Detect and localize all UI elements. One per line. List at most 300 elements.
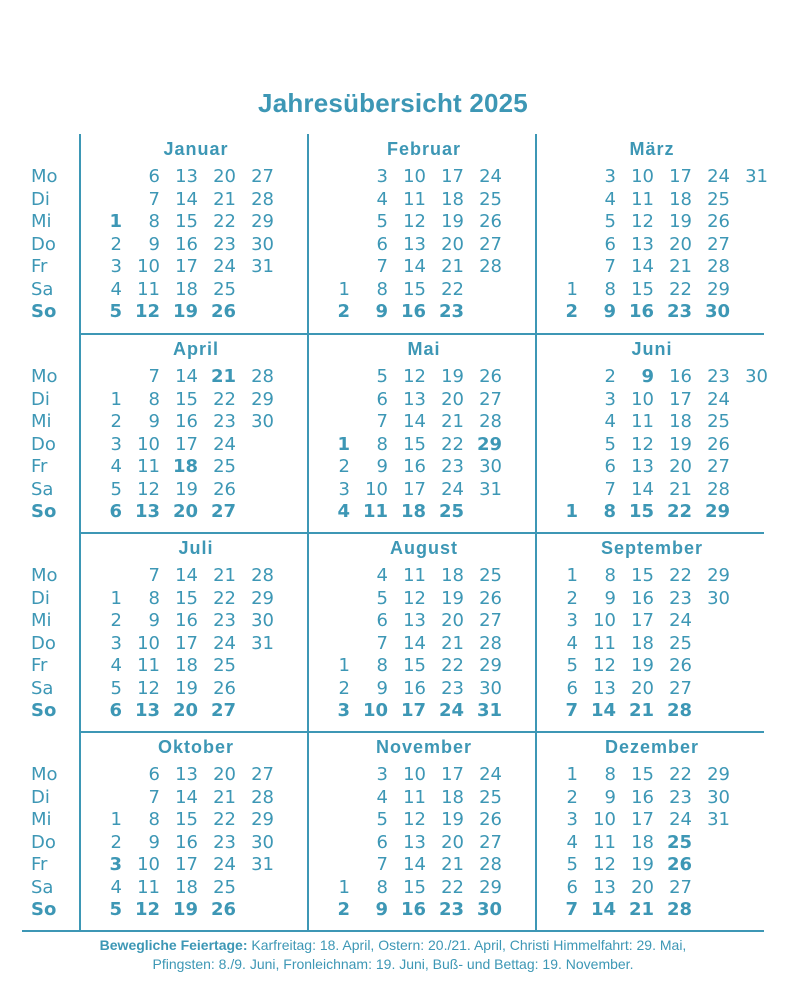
day-cell: 10 <box>403 166 426 187</box>
sunday-day: 16 <box>400 899 426 920</box>
day-cell: 14 <box>403 411 426 432</box>
sunday-day: 5 <box>109 301 122 322</box>
day-cell: 12 <box>137 478 160 500</box>
sunday-day: 19 <box>172 301 198 322</box>
weekday-labels-band-1 <box>31 134 79 334</box>
day-cell: 8 <box>376 278 388 300</box>
sunday-day: 23 <box>666 301 692 322</box>
day-cell: 3 <box>110 433 122 455</box>
day-cell: 11 <box>137 278 160 300</box>
day-cell: 15 <box>175 388 198 410</box>
day-cell: 26 <box>479 211 502 232</box>
weekday-label: Mo <box>31 366 58 387</box>
day-cell: 5 <box>110 677 122 699</box>
day-cell: 16 <box>403 677 426 699</box>
day-cell: 2 <box>110 831 122 853</box>
sunday-day: 26 <box>210 301 236 322</box>
day-cell: 18 <box>631 632 654 654</box>
day-cell: 22 <box>441 433 464 455</box>
day-cell: 11 <box>631 411 654 432</box>
day-cell: 10 <box>403 764 426 785</box>
day-cell: 8 <box>376 433 388 455</box>
day-cell: 6 <box>604 233 616 255</box>
weekday-label: Mi <box>31 610 52 631</box>
day-cell: 5 <box>376 809 388 830</box>
day-cell: 22 <box>213 809 236 830</box>
sunday-day: 19 <box>172 899 198 920</box>
sunday-day: 20 <box>172 700 198 721</box>
day-cell: 25 <box>479 188 502 210</box>
month-name: November <box>375 737 473 757</box>
day-cell: 20 <box>441 388 464 410</box>
day-cell: 19 <box>175 677 198 699</box>
holiday-day: 1 <box>337 433 350 455</box>
day-cell: 4 <box>566 632 578 654</box>
day-cell: 11 <box>137 456 160 477</box>
day-cell: 22 <box>441 278 464 300</box>
sunday-day: 2 <box>337 301 350 322</box>
sunday-day: 11 <box>362 501 388 522</box>
month-name: April <box>172 339 219 359</box>
day-cell: 5 <box>604 433 616 455</box>
day-cell: 1 <box>110 388 122 410</box>
day-cell: 9 <box>148 831 160 853</box>
day-cell: 4 <box>376 786 388 808</box>
day-cell: 17 <box>631 610 654 631</box>
day-cell: 24 <box>669 610 692 631</box>
day-cell: 14 <box>175 786 198 808</box>
day-cell: 10 <box>593 809 616 830</box>
day-cell: 24 <box>669 809 692 830</box>
day-cell: 1 <box>566 764 578 785</box>
month-name: Februar <box>386 139 462 159</box>
movable-holidays-footnote <box>20 936 766 974</box>
day-cell: 24 <box>441 478 464 500</box>
day-cell: 17 <box>175 433 198 455</box>
day-cell: 8 <box>376 876 388 898</box>
day-cell: 29 <box>707 764 730 785</box>
day-cell: 30 <box>251 411 274 432</box>
day-cell: 23 <box>213 610 236 631</box>
weekday-label: Sa <box>31 478 54 500</box>
day-cell: 9 <box>376 456 388 477</box>
day-cell: 19 <box>441 211 464 232</box>
sunday-day: 16 <box>400 301 426 322</box>
day-cell: 13 <box>403 831 426 853</box>
day-cell: 30 <box>745 366 768 387</box>
day-cell: 22 <box>669 278 692 300</box>
day-cell: 13 <box>403 610 426 631</box>
day-cell: 20 <box>441 610 464 631</box>
day-cell: 13 <box>403 233 426 255</box>
sunday-day: 27 <box>210 700 236 721</box>
day-cell: 7 <box>376 256 388 277</box>
day-cell: 18 <box>441 565 464 586</box>
day-cell: 16 <box>669 366 692 387</box>
month-juli <box>82 533 310 733</box>
day-cell: 9 <box>148 610 160 631</box>
day-cell: 4 <box>566 831 578 853</box>
day-cell: 22 <box>213 388 236 410</box>
day-cell: 24 <box>213 256 236 277</box>
day-cell: 20 <box>669 233 692 255</box>
day-cell: 10 <box>631 388 654 410</box>
sunday-day: 18 <box>400 501 426 522</box>
holiday-day: 18 <box>172 456 198 477</box>
sunday-day: 29 <box>704 501 730 522</box>
sunday-day: 9 <box>375 301 388 322</box>
day-cell: 18 <box>669 411 692 432</box>
day-cell: 17 <box>441 166 464 187</box>
sunday-day: 28 <box>666 899 692 920</box>
day-cell: 11 <box>593 831 616 853</box>
day-cell: 2 <box>566 786 578 808</box>
day-cell: 25 <box>213 456 236 477</box>
day-cell: 9 <box>604 587 616 609</box>
day-cell: 22 <box>669 565 692 586</box>
weekday-label: Sa <box>31 876 54 898</box>
sunday-day: 17 <box>400 700 426 721</box>
day-cell: 18 <box>175 278 198 300</box>
day-cell: 24 <box>479 166 502 187</box>
day-cell: 5 <box>376 587 388 609</box>
day-cell: 29 <box>707 565 730 586</box>
sunday-day: 13 <box>134 501 160 522</box>
day-cell: 13 <box>593 876 616 898</box>
day-cell: 25 <box>213 655 236 676</box>
day-cell: 29 <box>251 211 274 232</box>
day-cell: 5 <box>110 478 122 500</box>
month-oktober <box>82 732 310 932</box>
day-cell: 17 <box>403 478 426 500</box>
day-cell: 24 <box>213 854 236 875</box>
sunday-day: 21 <box>628 700 654 721</box>
day-cell: 5 <box>566 854 578 875</box>
day-cell: 6 <box>566 876 578 898</box>
day-cell: 31 <box>251 256 274 277</box>
month-name: September <box>600 538 704 558</box>
day-cell: 14 <box>403 632 426 654</box>
day-cell: 3 <box>376 166 388 187</box>
weekday-label: So <box>31 700 57 721</box>
day-cell: 31 <box>251 854 274 875</box>
weekday-labels-band-4 <box>31 732 79 932</box>
day-cell: 24 <box>479 764 502 785</box>
day-cell: 27 <box>479 388 502 410</box>
day-cell: 8 <box>148 211 160 232</box>
sunday-day: 23 <box>438 899 464 920</box>
day-cell: 25 <box>479 786 502 808</box>
month-august <box>310 533 538 733</box>
sunday-day: 13 <box>134 700 160 721</box>
day-cell: 19 <box>631 655 654 676</box>
day-cell: 27 <box>707 456 730 477</box>
day-cell: 10 <box>137 433 160 455</box>
weekday-labels-band-2 <box>31 334 79 534</box>
day-cell: 15 <box>631 764 654 785</box>
sunday-day: 3 <box>337 700 350 721</box>
day-cell: 14 <box>175 366 198 387</box>
day-cell: 28 <box>479 411 502 432</box>
day-cell: 12 <box>403 809 426 830</box>
day-cell: 22 <box>441 876 464 898</box>
day-cell: 28 <box>707 478 730 500</box>
month-name: Juli <box>178 538 214 558</box>
day-cell: 2 <box>110 233 122 255</box>
day-cell: 25 <box>707 411 730 432</box>
day-cell: 28 <box>479 854 502 875</box>
day-cell: 30 <box>251 233 274 255</box>
sunday-day: 2 <box>337 899 350 920</box>
day-cell: 2 <box>566 587 578 609</box>
footnote-line-2: Pfingsten: 8./9. Juni, Fronleichnam: 19. Juni, Buß- und Bettag: 19. November. <box>152 956 634 972</box>
day-cell: 26 <box>707 433 730 455</box>
weekday-labels-band-3 <box>31 533 79 733</box>
day-cell: 9 <box>148 411 160 432</box>
day-cell: 22 <box>669 764 692 785</box>
day-cell: 9 <box>376 677 388 699</box>
day-cell: 8 <box>604 764 616 785</box>
month-märz <box>538 134 766 334</box>
day-cell: 24 <box>707 166 730 187</box>
day-cell: 11 <box>403 786 426 808</box>
weekday-label: Di <box>31 786 50 808</box>
day-cell: 15 <box>175 809 198 830</box>
day-cell: 29 <box>479 876 502 898</box>
weekday-label: Fr <box>31 854 48 875</box>
day-cell: 13 <box>175 764 198 785</box>
day-cell: 3 <box>566 809 578 830</box>
day-cell: 10 <box>137 256 160 277</box>
day-cell: 5 <box>376 366 388 387</box>
day-cell: 28 <box>251 366 274 387</box>
sunday-day: 12 <box>134 301 160 322</box>
weekday-label: Di <box>31 188 50 210</box>
day-cell: 16 <box>403 456 426 477</box>
day-cell: 18 <box>669 188 692 210</box>
day-cell: 12 <box>403 587 426 609</box>
holiday-day: 21 <box>210 366 236 387</box>
day-cell: 3 <box>566 610 578 631</box>
month-april <box>82 334 310 534</box>
day-cell: 18 <box>441 786 464 808</box>
day-cell: 29 <box>707 278 730 300</box>
day-cell: 11 <box>137 876 160 898</box>
day-cell: 26 <box>213 478 236 500</box>
day-cell: 20 <box>441 831 464 853</box>
day-cell: 8 <box>604 278 616 300</box>
day-cell: 5 <box>566 655 578 676</box>
day-cell: 26 <box>479 366 502 387</box>
sunday-day: 16 <box>628 301 654 322</box>
sunday-day: 14 <box>590 899 616 920</box>
day-cell: 26 <box>479 587 502 609</box>
day-cell: 27 <box>707 233 730 255</box>
day-cell: 14 <box>403 854 426 875</box>
sunday-day: 24 <box>438 700 464 721</box>
day-cell: 10 <box>631 166 654 187</box>
weekday-label: Di <box>31 587 50 609</box>
day-cell: 6 <box>376 388 388 410</box>
sunday-day: 7 <box>565 899 578 920</box>
day-cell: 3 <box>604 388 616 410</box>
day-cell: 24 <box>707 388 730 410</box>
day-cell: 4 <box>110 456 122 477</box>
day-cell: 16 <box>631 587 654 609</box>
day-cell: 14 <box>175 565 198 586</box>
month-dezember <box>538 732 766 932</box>
sunday-day: 12 <box>134 899 160 920</box>
day-cell: 14 <box>631 478 654 500</box>
day-cell: 15 <box>403 655 426 676</box>
day-cell: 28 <box>707 256 730 277</box>
day-cell: 28 <box>479 632 502 654</box>
sunday-day: 30 <box>476 899 502 920</box>
day-cell: 18 <box>175 876 198 898</box>
day-cell: 4 <box>110 876 122 898</box>
month-november <box>310 732 538 932</box>
weekday-label: Mo <box>31 166 58 187</box>
weekday-label: So <box>31 501 57 522</box>
day-cell: 23 <box>707 366 730 387</box>
day-cell: 21 <box>669 256 692 277</box>
month-name: Januar <box>163 139 229 159</box>
sunday-day: 22 <box>666 501 692 522</box>
weekday-label: Mo <box>31 565 58 586</box>
sunday-day: 26 <box>210 899 236 920</box>
month-januar <box>82 134 310 334</box>
day-cell: 30 <box>479 677 502 699</box>
day-cell: 13 <box>175 166 198 187</box>
weekday-label: Fr <box>31 655 48 676</box>
sunday-day: 1 <box>565 501 578 522</box>
day-cell: 2 <box>338 677 350 699</box>
sunday-day: 23 <box>438 301 464 322</box>
day-cell: 4 <box>110 655 122 676</box>
sunday-day: 5 <box>109 899 122 920</box>
day-cell: 26 <box>479 809 502 830</box>
day-cell: 8 <box>376 655 388 676</box>
day-cell: 27 <box>479 610 502 631</box>
day-cell: 20 <box>213 166 236 187</box>
day-cell: 4 <box>376 565 388 586</box>
day-cell: 10 <box>365 478 388 500</box>
day-cell: 29 <box>479 655 502 676</box>
weekday-label: Do <box>31 632 56 654</box>
day-cell: 19 <box>441 809 464 830</box>
day-cell: 18 <box>175 655 198 676</box>
day-cell: 27 <box>669 876 692 898</box>
month-juni <box>538 334 766 534</box>
day-cell: 21 <box>213 188 236 210</box>
day-cell: 2 <box>110 610 122 631</box>
month-september <box>538 533 766 733</box>
day-cell: 21 <box>441 854 464 875</box>
month-name: Oktober <box>157 737 234 757</box>
day-cell: 8 <box>148 587 160 609</box>
day-cell: 28 <box>479 256 502 277</box>
month-februar <box>310 134 538 334</box>
sunday-day: 8 <box>603 501 616 522</box>
day-cell: 25 <box>669 632 692 654</box>
day-cell: 5 <box>376 211 388 232</box>
day-cell: 12 <box>403 211 426 232</box>
footnote-label: Bewegliche Feiertage: <box>99 937 248 953</box>
day-cell: 19 <box>441 366 464 387</box>
day-cell: 25 <box>707 188 730 210</box>
day-cell: 10 <box>137 854 160 875</box>
day-cell: 23 <box>213 411 236 432</box>
day-cell: 6 <box>376 233 388 255</box>
day-cell: 1 <box>110 587 122 609</box>
day-cell: 20 <box>631 876 654 898</box>
holiday-day: 29 <box>476 433 502 455</box>
day-cell: 20 <box>441 233 464 255</box>
day-cell: 26 <box>707 211 730 232</box>
sunday-day: 20 <box>172 501 198 522</box>
day-cell: 30 <box>707 786 730 808</box>
day-cell: 23 <box>441 456 464 477</box>
month-name: August <box>390 538 458 558</box>
day-cell: 30 <box>479 456 502 477</box>
day-cell: 7 <box>376 632 388 654</box>
day-cell: 29 <box>251 587 274 609</box>
weekday-label: Sa <box>31 677 54 699</box>
day-cell: 7 <box>604 256 616 277</box>
holiday-day: 25 <box>666 831 692 853</box>
day-cell: 7 <box>604 478 616 500</box>
day-cell: 1 <box>566 278 578 300</box>
day-cell: 12 <box>137 677 160 699</box>
day-cell: 26 <box>669 655 692 676</box>
day-cell: 11 <box>631 188 654 210</box>
holiday-day: 26 <box>666 854 692 875</box>
day-cell: 11 <box>403 188 426 210</box>
weekday-label: Do <box>31 831 56 853</box>
day-cell: 23 <box>213 831 236 853</box>
day-cell: 7 <box>148 565 160 586</box>
day-cell: 19 <box>669 433 692 455</box>
day-cell: 28 <box>251 188 274 210</box>
day-cell: 31 <box>745 166 768 187</box>
sunday-day: 6 <box>109 700 122 721</box>
day-cell: 15 <box>403 876 426 898</box>
day-cell: 18 <box>441 188 464 210</box>
day-cell: 26 <box>213 677 236 699</box>
day-cell: 1 <box>566 565 578 586</box>
day-cell: 3 <box>110 256 122 277</box>
day-cell: 31 <box>251 632 274 654</box>
day-cell: 27 <box>251 764 274 785</box>
weekday-label: So <box>31 899 57 920</box>
weekday-label: Di <box>31 388 50 410</box>
day-cell: 3 <box>376 764 388 785</box>
weekday-label: Mo <box>31 764 58 785</box>
sunday-day: 21 <box>628 899 654 920</box>
day-cell: 12 <box>631 211 654 232</box>
sunday-day: 31 <box>476 700 502 721</box>
day-cell: 20 <box>669 456 692 477</box>
sunday-day: 30 <box>704 301 730 322</box>
day-cell: 19 <box>631 854 654 875</box>
day-cell: 25 <box>479 565 502 586</box>
day-cell: 7 <box>148 366 160 387</box>
sunday-day: 6 <box>109 501 122 522</box>
day-cell: 17 <box>175 256 198 277</box>
day-cell: 4 <box>604 188 616 210</box>
day-cell: 23 <box>669 786 692 808</box>
day-cell: 22 <box>213 587 236 609</box>
